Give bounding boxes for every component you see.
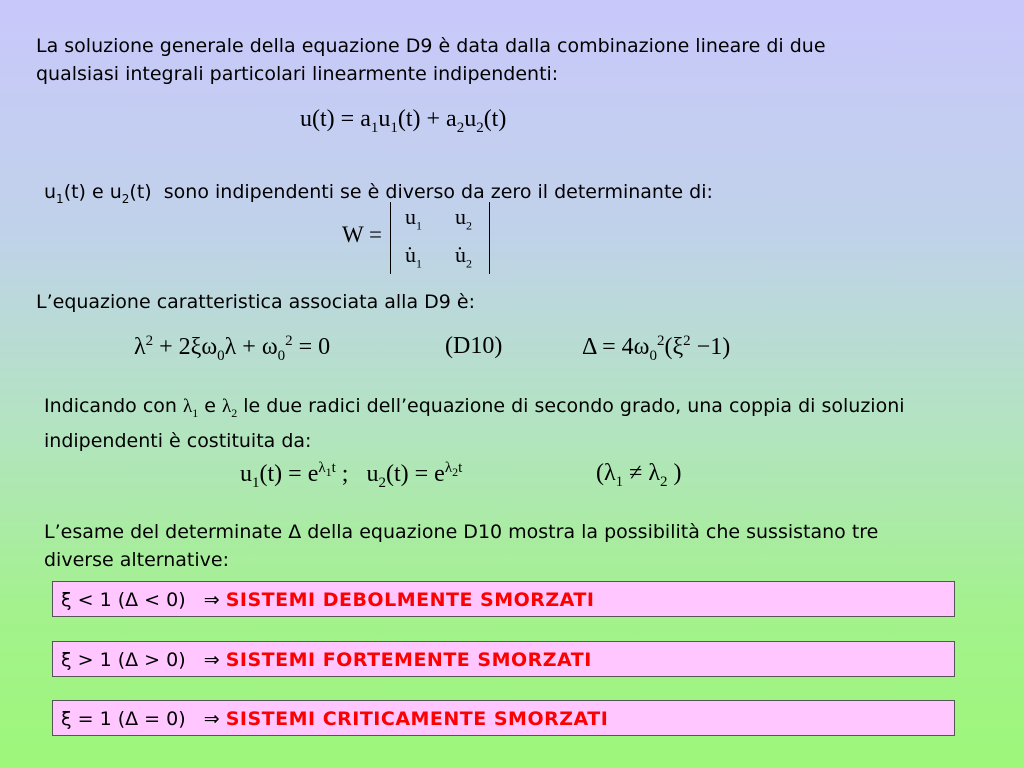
- det-u1-dot: $u̇_1$: [405, 242, 422, 271]
- solutions-equation: $u_1(t) = e^{\lambda_1t}$ ; $u_2(t) = e^{\lambda_2t}$: [240, 460, 463, 491]
- characteristic-intro: L’equazione caratteristica associata alla D9 è:: [36, 291, 475, 313]
- case-box-overdamped: [52, 641, 955, 677]
- u1-symbol: $u_1(t)$ e $u_2(t)$: [44, 181, 164, 206]
- det-u1: $u_1$: [405, 204, 422, 233]
- characteristic-equation: $\lambda^2 + 2\xi\omega_0\lambda + \omega_0^2 = 0$: [134, 333, 331, 364]
- case-condition: ξ > 1 (Δ > 0): [61, 649, 186, 671]
- independence-text: sono indipendenti se è diverso da zero il determinante di:: [163, 181, 713, 203]
- case-result: SISTEMI FORTEMENTE SMORZATI: [225, 649, 592, 671]
- det-u2-dot: $u̇_2$: [455, 242, 472, 271]
- general-solution-equation: $u(t) = a_1u_1(t) + a_2u_2(t)$: [300, 106, 507, 136]
- wronskian-label: W =: [342, 222, 383, 247]
- implies-icon: ⇒: [203, 649, 220, 671]
- exam-paragraph: [44, 518, 1004, 574]
- intro-paragraph: [36, 32, 996, 88]
- case-result: SISTEMI DEBOLMENTE SMORZATI: [225, 589, 595, 611]
- roots-line-1: Indicando con $\lambda_1$ e $\lambda_2$ le due radici dell’equazione di secondo grado, una coppia di soluzioni: [44, 395, 905, 420]
- equation-label-d10: (D10): [445, 333, 503, 359]
- delta-symbol: Δ: [288, 521, 302, 543]
- roots-line-2: indipendenti è costituita da:: [44, 429, 312, 452]
- wronskian-determinant: [390, 202, 490, 274]
- intro-line-1: La soluzione generale della equazione D9 è data dalla combinazione lineare di due: [36, 35, 826, 57]
- case-condition: ξ = 1 (Δ = 0): [61, 708, 186, 730]
- roots-paragraph: [44, 392, 1004, 455]
- implies-icon: ⇒: [203, 708, 220, 730]
- case-condition: ξ < 1 (Δ < 0): [61, 589, 186, 611]
- exam-line-2: diverse alternative:: [44, 549, 229, 571]
- case-result: SISTEMI CRITICAMENTE SMORZATI: [225, 708, 609, 730]
- lambda-condition: ($\lambda_1 \ne \lambda_2$ ): [596, 460, 682, 490]
- discriminant-equation: $\Delta = 4\omega_0^2(\xi^2 -1)$: [582, 333, 731, 364]
- case-box-underdamped: [52, 581, 955, 617]
- case-box-critically-damped: [52, 700, 955, 736]
- independence-sentence: [44, 178, 1004, 213]
- lambda-symbols: $\lambda_1$: [183, 396, 199, 420]
- exam-line-1: L’esame del determinate Δ della equazione D10 mostra la possibilità che sussistano tre: [44, 521, 879, 543]
- intro-line-2: qualsiasi integrali particolari linearmente indipendenti:: [36, 63, 559, 85]
- implies-icon: ⇒: [203, 589, 220, 611]
- det-u2: $u_2$: [455, 204, 472, 233]
